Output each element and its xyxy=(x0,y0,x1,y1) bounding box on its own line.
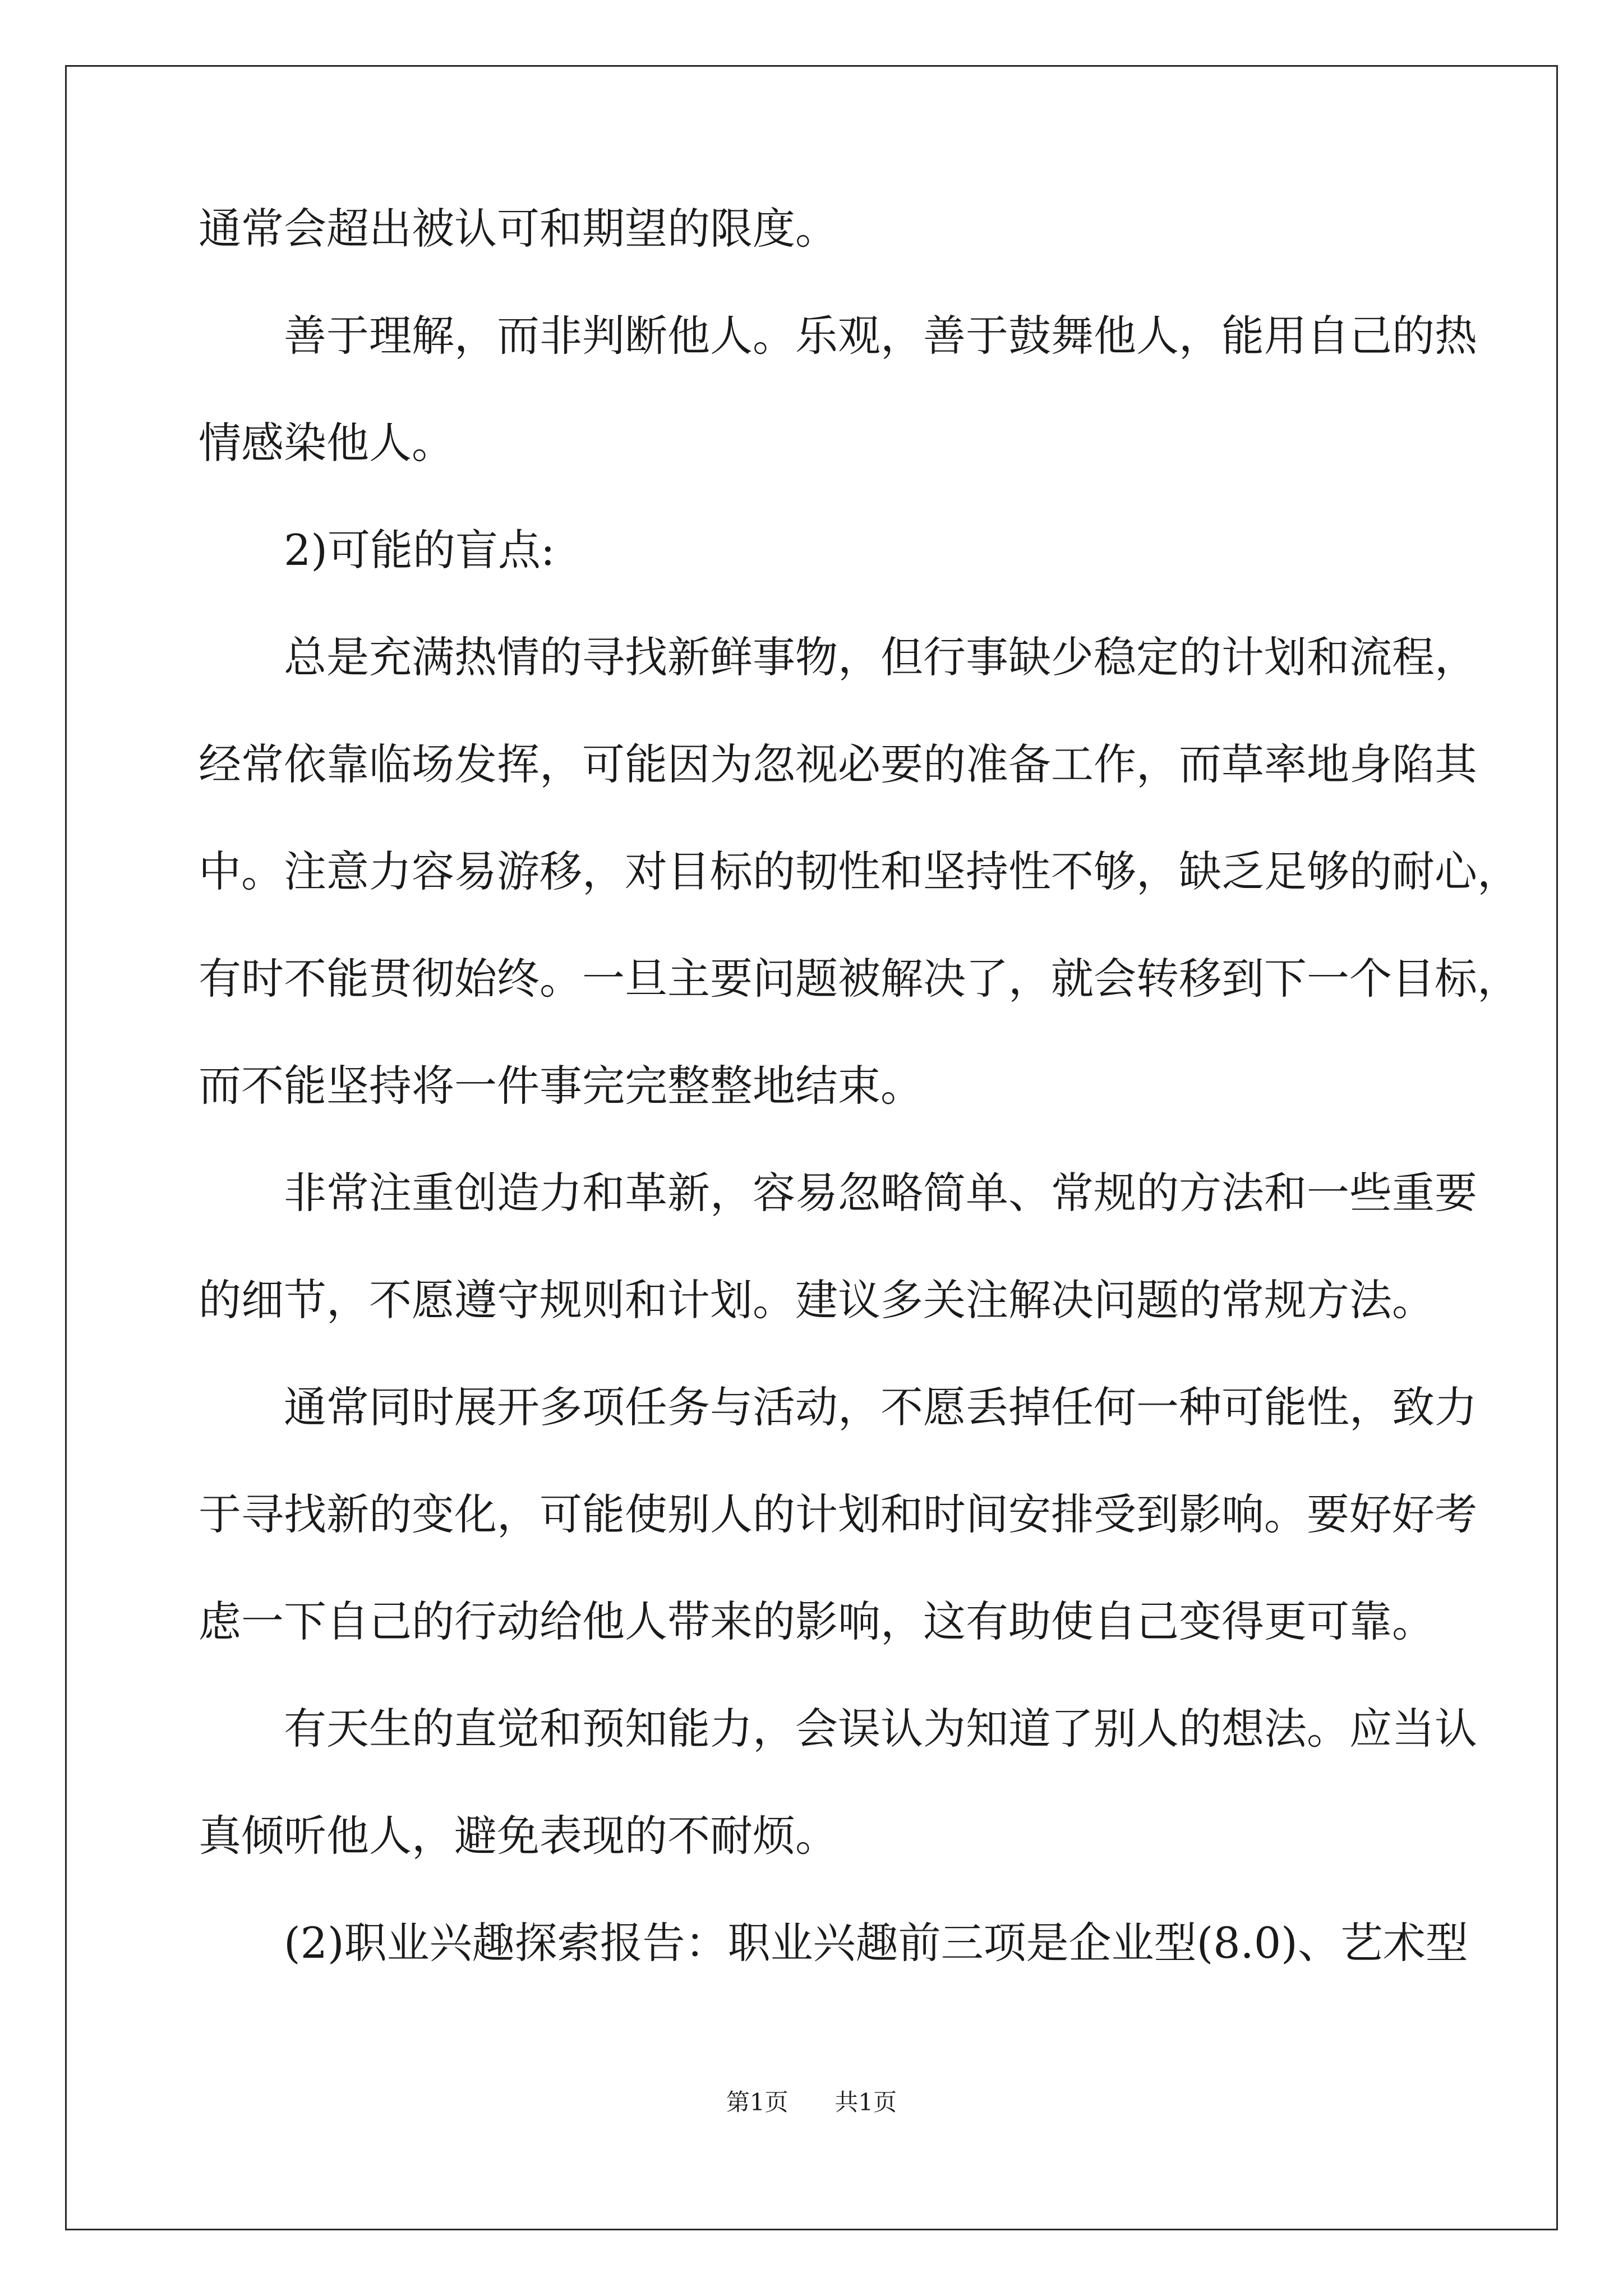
paragraph-line: 真倾听他人，避免表现的不耐烦。 xyxy=(199,1811,838,1861)
page-footer xyxy=(0,2087,1623,2118)
paragraph-line: 有时不能贯彻始终。一旦主要问题被解决了，就会转移到下一个目标， xyxy=(199,954,1520,1004)
paragraph-line: 情感染他人。 xyxy=(199,418,454,468)
paragraph-line: 中。注意力容易游移，对目标的韧性和坚持性不够，缺乏足够的耐心， xyxy=(199,846,1520,896)
page-border xyxy=(65,65,1558,2230)
page-number: 第1页 xyxy=(726,2088,789,2116)
paragraph-line: 经常依靠临场发挥，可能因为忽视必要的准备工作，而草率地身陷其 xyxy=(199,739,1477,789)
paragraph-line: 善于理解，而非判断他人。乐观，善于鼓舞他人，能用自己的热 xyxy=(284,311,1477,361)
paragraph-line: 通常会超出被认可和期望的限度。 xyxy=(199,204,838,254)
paragraph-line: 有天生的直觉和预知能力，会误认为知道了别人的想法。应当认 xyxy=(284,1704,1477,1754)
paragraph-line: 虑一下自己的行动给他人带来的影响，这有助使自己变得更可靠。 xyxy=(199,1596,1435,1646)
paragraph-line: 非常注重创造力和革新，容易忽略简单、常规的方法和一些重要 xyxy=(284,1168,1477,1218)
paragraph-line: (2)职业兴趣探索报告：职业兴趣前三项是企业型(8.0)、艺术型 xyxy=(284,1918,1468,1968)
paragraph-line: 通常同时展开多项任务与活动，不愿丢掉任何一种可能性，致力 xyxy=(284,1382,1477,1432)
paragraph-line: 的细节，不愿遵守规则和计划。建议多关注解决问题的常规方法。 xyxy=(199,1275,1435,1325)
paragraph-line: 而不能坚持将一件事完完整整地结束。 xyxy=(199,1061,923,1111)
paragraph-line: 总是充满热情的寻找新鲜事物，但行事缺少稳定的计划和流程， xyxy=(284,632,1477,682)
section-heading: 2)可能的盲点: xyxy=(284,525,555,575)
page-total: 共1页 xyxy=(834,2088,897,2116)
paragraph-line: 于寻找新的变化，可能使别人的计划和时间安排受到影响。要好好考 xyxy=(199,1489,1477,1539)
